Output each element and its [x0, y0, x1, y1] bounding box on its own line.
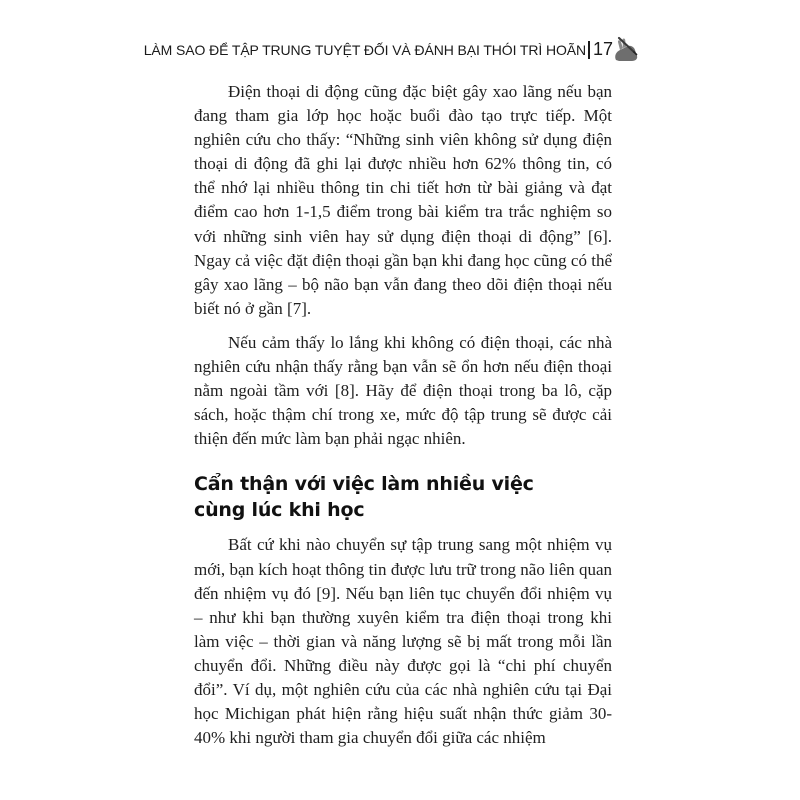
- running-title: LÀM SAO ĐỂ TẬP TRUNG TUYỆT ĐỐI VÀ ĐÁNH BẠI THÓI TRÌ HOÃN: [143, 42, 586, 58]
- page-header: [0, 33, 800, 65]
- section-heading-line-1: Cẩn thận với việc làm nhiều việc: [194, 473, 534, 496]
- section-heading: [194, 471, 612, 523]
- page-body: [194, 80, 612, 760]
- body-paragraph-3: Bất cứ khi nào chuyển sự tập trung sang một nhiệm vụ mới, bạn kích hoạt thông tin được lưu trữ trong não liên quan đến nhiệm vụ đó [9]. Nếu bạn liên tục chuyển đổi nhiệm vụ – như khi bạn thường xuyên kiểm tra điện thoại trong khi làm việc – thời gian và năng lượng sẽ bị mất trong mỗi lần chuyển đổi. Những điều này được gọi là “chi phí chuyển đổi”. Ví dụ, một nghiên cứu của các nhà nghiên cứu tại Đại học Michigan phát hiện rằng hiệu suất nhận thức giảm 30-40% khi người tham gia chuyển đổi giữa các nhiệm: [194, 535, 612, 748]
- body-paragraph-1: Điện thoại di động cũng đặc biệt gây xao lãng nếu bạn đang tham gia lớp học hoặc buổi đào tạo trực tiếp. Một nghiên cứu cho thấy: “Những sinh viên không sử dụng điện thoại di động đã ghi lại được nhiều hơn 62% thông tin, có thể nhớ lại nhiều thông tin chi tiết hơn từ bài giảng và đạt điểm cao hơn 1-1,5 điểm trong bài kiểm tra trắc nghiệm so với những sinh viên hay sử dụng điện thoại di động” [6]. Ngay cả việc đặt điện thoại gần bạn khi đang học cũng có thể gây xao lãng – bộ não bạn vẫn đang theo dõi điện thoại nếu biết nó ở gần [7].: [194, 82, 612, 318]
- page-number: 17: [593, 39, 614, 59]
- section-heading-line-2: cùng lúc khi học: [194, 499, 365, 522]
- header-separator: [588, 41, 590, 59]
- body-paragraph-2: Nếu cảm thấy lo lắng khi không có điện thoại, các nhà nghiên cứu nhận thấy rằng bạn vẫn sẽ ổn hơn nếu điện thoại nằm ngoài tầm với [8]. Hãy để điện thoại trong ba lô, cặp sách, hoặc thậm chí trong xe, mức độ tập trung sẽ được cải thiện đến mức làm bạn phải ngạc nhiên.: [194, 332, 612, 449]
- hand-writing-icon: [610, 36, 640, 62]
